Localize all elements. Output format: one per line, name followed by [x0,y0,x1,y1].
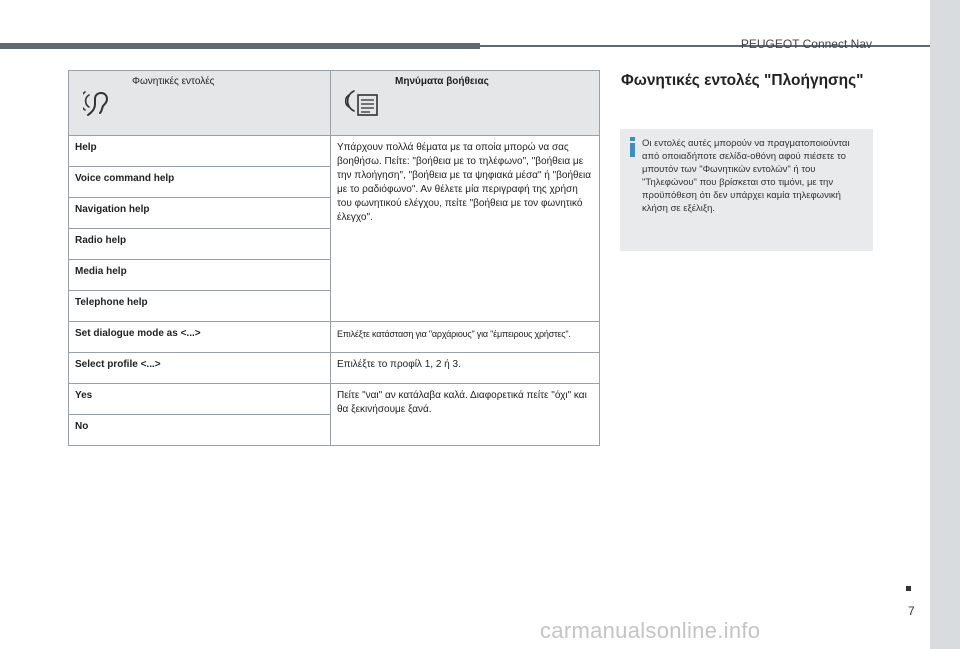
command-radio-help: Radio help [69,229,331,260]
command-media-help: Media help [69,260,331,291]
col1-header: Φωνητικές εντολές [132,76,215,87]
table-row [69,136,600,167]
section-title: Φωνητικές εντολές "Πλοήγησης" [621,72,864,89]
command-telephone-help: Telephone help [69,291,331,322]
col2-header-cell [331,71,600,136]
command-navigation-help: Navigation help [69,198,331,229]
top-bar [0,43,480,49]
page-edge-strip [930,0,960,649]
yes-no-message-text: Πείτε "ναι" αν κατάλαβα καλά. Διαφορετικά πείτε "όχι" και θα ξεκινήσουμε ξανά. [331,384,600,446]
command-help: Help [69,136,331,167]
dialogue-message-text: Επιλέξτε κατάσταση για "αρχάριους" για "έμπειρους χρήστες". [331,322,600,353]
page-number: 7 [908,604,915,618]
info-icon [629,137,637,157]
voice-command-icon [83,85,117,119]
table-row [69,353,600,384]
help-messages-icon [345,85,379,119]
command-voice-command-help: Voice command help [69,167,331,198]
header-title: PEUGEOT Connect Nav [740,37,872,51]
info-text: Οι εντολές αυτές μπορούν να πραγματοποιούνται από οποιαδήποτε σελίδα-οθόνη αφού πιέσετε το μπουτόν των "Φωνητικών εντολών" ή του "Τηλεφώνου" που βρίσκεται στο τιμόνι, με την προϋπόθεση ότι δεν υπάρχει καμία τηλεφωνική κλήση σε εξέλιξη. [642,138,850,214]
command-yes: Yes [69,384,331,415]
command-select-profile: Select profile <...> [69,353,331,384]
col1-header-cell [69,71,331,136]
command-no: No [69,415,331,446]
page-marker [906,586,911,591]
info-box [620,129,873,251]
voice-commands-table [68,70,600,446]
profile-message-text: Επιλέξτε το προφίλ 1, 2 ή 3. [331,353,600,384]
command-set-dialogue-mode: Set dialogue mode as <...> [69,322,331,353]
col2-header: Μηνύματα βοήθειας [395,76,489,87]
table-header-row [69,71,600,136]
table-row [69,322,600,353]
table-row [69,384,600,415]
help-message-text: Υπάρχουν πολλά θέματα με τα οποία μπορώ να σας βοηθήσω. Πείτε: "βοήθεια με το τηλέφωνο", "βοήθεια με την πλοήγηση", "βοήθεια με τα ψηφιακά μέσα" ή "βοήθεια με το ραδιόφωνο". Αν θέλετε μία περιγραφή της χρήση του φωνητικού ελέγχου, πείτε "βοήθεια με τον φωνητικό έλεγχο". [331,136,600,322]
watermark: carmanualsonline.info [540,618,761,643]
